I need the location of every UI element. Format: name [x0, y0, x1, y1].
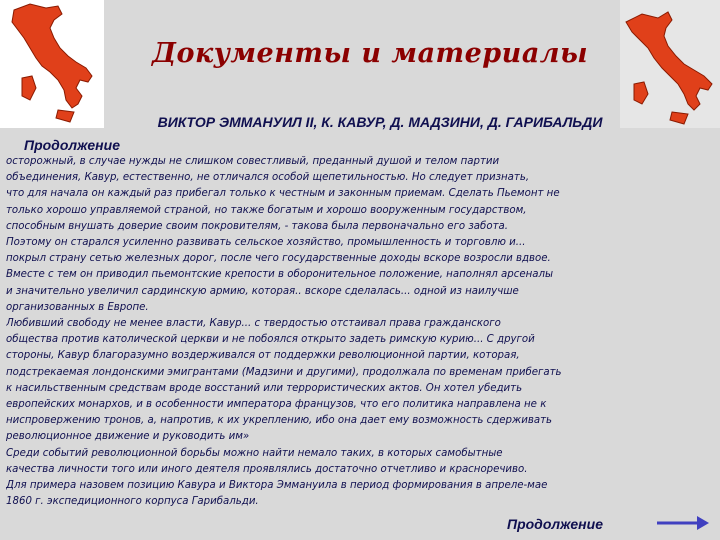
document-body: [6, 154, 716, 510]
text-line: и значительно увеличил сардинскую армию, которая.. вскоре сделалась... одной из наилучше: [6, 285, 519, 297]
text-line: Поэтому он старался усиленно развивать сельское хозяйство, промышленность и торговлю и...: [6, 237, 526, 249]
text-line: 1860 г. экспедиционного корпуса Гарибальди.: [6, 496, 259, 508]
text-line: революционное движение и руководить им»: [6, 431, 250, 443]
italy-map-icon: [620, 0, 720, 128]
text-line: организованных в Европе.: [6, 301, 149, 313]
text-line: стороны, Кавур благоразумно воздерживался от поддержки революционной партии, которая,: [6, 350, 520, 362]
text-line: подстрекаемая лондонскими эмигрантами (Мадзини и другими), продолжала по временам прибегать: [6, 366, 562, 378]
italy-map-icon: [0, 0, 104, 128]
text-line: объединения, Кавур, естественно, не отличался особой щепетильностью. Но следует признать,: [6, 172, 530, 184]
text-line: только хорошо управляемой страной, но также богатым и хорошо вооруженным государством,: [6, 204, 527, 216]
slide-subtitle: ВИКТОР ЭММАНУИЛ II, К. КАВУР, Д. МАДЗИНИ, Д. ГАРИБАЛЬДИ: [157, 114, 603, 130]
map-panel-right: [620, 0, 720, 128]
text-line: способным внушать доверие своим покровителям, - такова была первоначально его забота.: [6, 220, 508, 232]
text-line: Вместе с тем он приводил пьемонтские крепости в оборонительное положение, наполнял арсеналы: [6, 269, 554, 281]
text-line: ниспровержению тронов, а, напротив, к их укреплению, ибо она дает ему возможность сдерживать: [6, 415, 553, 427]
slide-title: Документы и материалы: [151, 38, 589, 69]
text-line: к насильственным средствам вроде восстаний или террористических актов. Он хотел убедить: [6, 382, 523, 394]
text-line: Среди событий революционной борьбы можно найти немало таких, в которых самобытные: [6, 447, 503, 459]
text-line: европейских монархов, и в особенности императора французов, что его политика направлена не к: [6, 399, 547, 411]
text-line: Для примера назовем позицию Кавура и Виктора Эммануила в период формирования в апреле-мае: [6, 480, 548, 492]
text-line: общества против католической церкви и не побоялся открыто задеть римскую курию... С другой: [6, 334, 535, 346]
arrow-right-icon[interactable]: [655, 513, 711, 533]
map-panel-left: [0, 0, 104, 128]
text-line: качества личности того или иного деятеля проявлялись достаточно отчетливо и красноречиво.: [6, 463, 528, 475]
text-line: Любивший свободу не менее власти, Кавур... с твердостью отстаивал права гражданского: [6, 318, 501, 330]
continue-link[interactable]: Продолжение: [507, 516, 603, 532]
text-line: что для начала он каждый раз прибегал только к честным и законным приемам. Сделать Пьемонт не: [6, 188, 560, 200]
text-line: покрыл страну сетью железных дорог, после чего государственные доходы вскоре возросли вдвое.: [6, 253, 551, 265]
continuation-label: Продолжение: [24, 137, 120, 153]
text-line: осторожный, в случае нужды не слишком совестливый, преданный душой и телом партии: [6, 156, 500, 167]
